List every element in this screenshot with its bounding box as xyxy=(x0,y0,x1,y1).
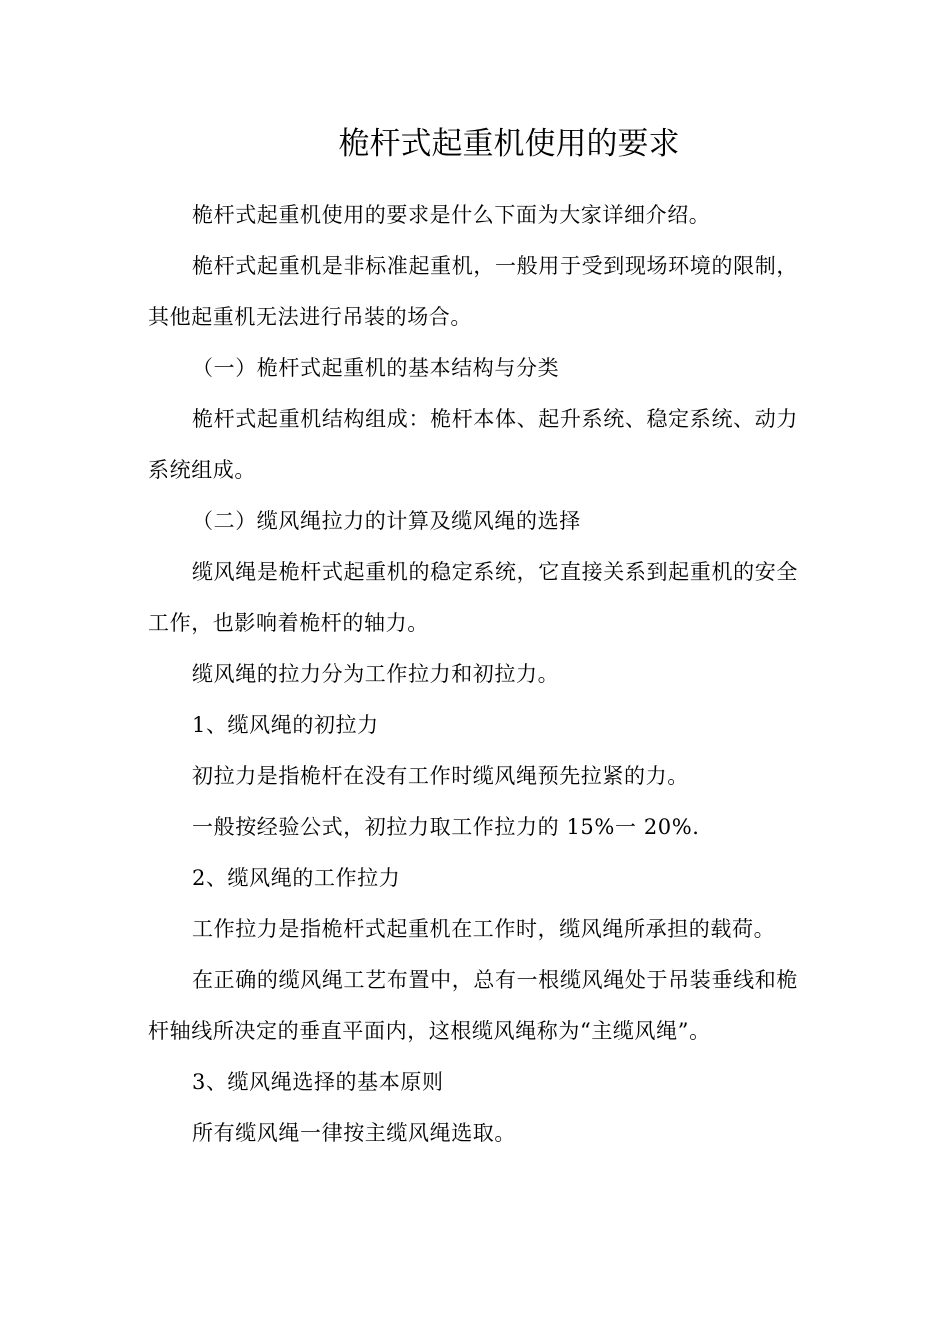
paragraph-selection-principle: 所有缆风绳一律按主缆风绳选取。 xyxy=(192,1121,516,1145)
subheading-initial-tension: 1、缆风绳的初拉力 xyxy=(192,713,379,737)
paragraph-working-tension-def: 工作拉力是指桅杆式起重机在工作时，缆风绳所承担的载荷。 xyxy=(192,917,776,941)
paragraph-structure: 桅杆式起重机结构组成：桅杆本体、起升系统、稳定系统、动力系统组成。 xyxy=(148,407,798,482)
paragraph-intro: 桅杆式起重机使用的要求是什么下面为大家详细介绍。 xyxy=(192,203,711,227)
paragraph-main-guy-rope: 在正确的缆风绳工艺布置中，总有一根缆风绳处于吊装垂线和桅杆轴线所决定的垂直平面内，这根缆风绳称为“主缆风绳”。 xyxy=(148,968,798,1043)
paragraph-definition: 桅杆式起重机是非标准起重机，一般用于受到现场环境的限制，其他起重机无法进行吊装的场合。 xyxy=(148,254,798,329)
subheading-selection-principle: 3、缆风绳选择的基本原则 xyxy=(192,1070,444,1094)
paragraph-guy-rope-role: 缆风绳是桅杆式起重机的稳定系统，它直接关系到起重机的安全工作，也影响着桅杆的轴力。 xyxy=(148,560,798,635)
paragraph-initial-tension-def: 初拉力是指桅杆在没有工作时缆风绳预先拉紧的力。 xyxy=(192,764,689,788)
subheading-working-tension: 2、缆风绳的工作拉力 xyxy=(192,866,401,890)
document-title: 桅杆式起重机使用的要求 xyxy=(338,126,680,162)
paragraph-tension-types: 缆风绳的拉力分为工作拉力和初拉力。 xyxy=(192,662,560,686)
document-body xyxy=(148,190,798,1159)
paragraph-initial-tension-formula: 一般按经验公式，初拉力取工作拉力的 15%一 20%. xyxy=(192,815,700,839)
section-heading-guy-rope: （二）缆风绳拉力的计算及缆风绳的选择 xyxy=(192,509,581,533)
section-heading-structure: （一）桅杆式起重机的基本结构与分类 xyxy=(192,356,560,380)
